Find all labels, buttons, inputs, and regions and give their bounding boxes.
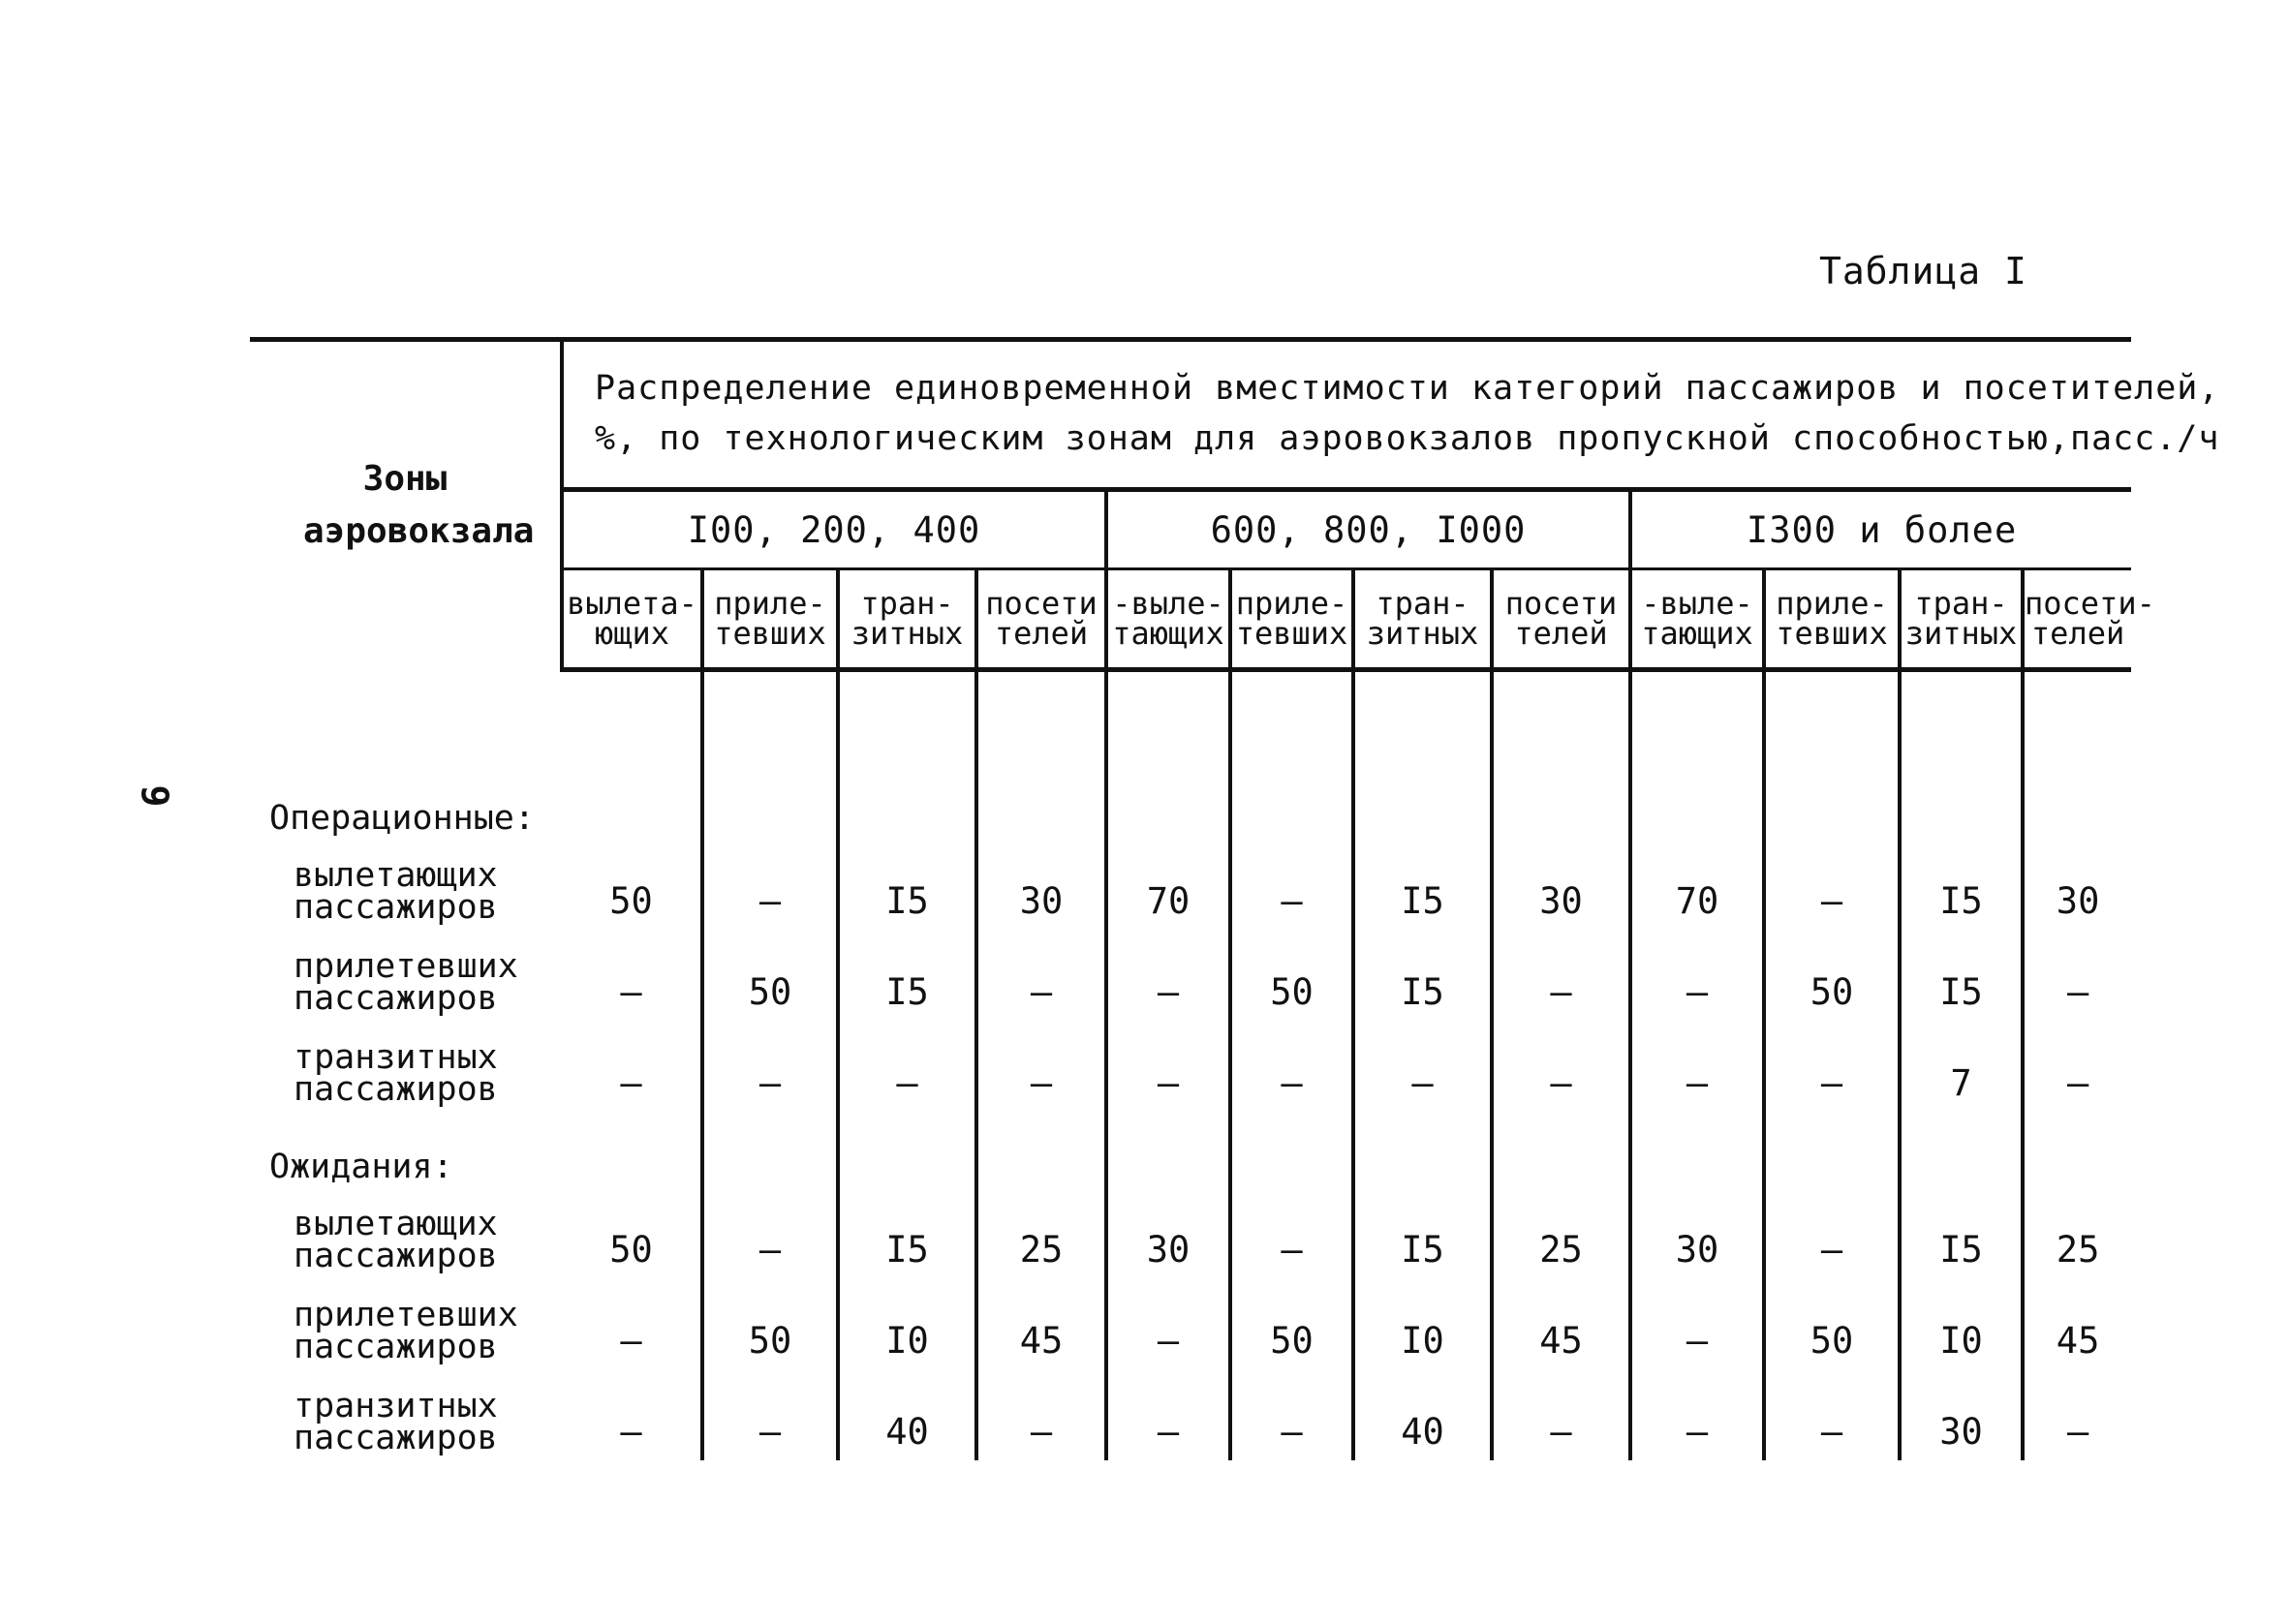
empty-cell: [838, 670, 976, 764]
value-cell: –: [1492, 1369, 1630, 1460]
empty-cell: [1353, 670, 1492, 764]
value-cell: I5: [1900, 1187, 2023, 1278]
distribution-title-line-2: %, по технологическим зонам для аэровокзалов пропускной способностью,пасс./ч: [595, 419, 2220, 458]
distribution-title-line-1: Распределение единовременной вместимости категорий пассажиров и посетителей,: [595, 369, 2220, 408]
empty-cell: [2023, 763, 2131, 839]
value-cell: –: [1764, 1369, 1900, 1460]
row-label: [250, 1369, 562, 1460]
value-cell: 50: [702, 1278, 838, 1369]
value-cell: –: [1353, 1021, 1492, 1112]
empty-cell: [1230, 763, 1353, 839]
value-cell: I5: [1900, 930, 2023, 1021]
subcolumn-header-line-2: тающих: [1641, 615, 1753, 652]
row-label-line-2: пассажиров: [294, 1237, 498, 1275]
subcolumn-header-line-1: -выле-: [1112, 585, 1224, 622]
empty-cell: [1900, 670, 2023, 764]
value-cell: 45: [1492, 1278, 1630, 1369]
subcolumn-header-line-1: тран-: [860, 585, 954, 622]
empty-cell: [1900, 1112, 2023, 1187]
group-header: 600, 800, I000: [1106, 490, 1630, 569]
subcolumn-header: [1764, 569, 1900, 670]
value-cell: –: [976, 1369, 1106, 1460]
row-label: [250, 1278, 562, 1369]
value-cell: I5: [838, 930, 976, 1021]
value-cell: –: [1630, 1021, 1764, 1112]
zones-header-cell: [250, 340, 562, 670]
value-cell: I0: [1900, 1278, 2023, 1369]
subcolumn-header: [838, 569, 976, 670]
subcolumn-header-line-1: приле-: [1776, 585, 1888, 622]
value-cell: 40: [1353, 1369, 1492, 1460]
value-cell: I0: [1353, 1278, 1492, 1369]
value-cell: –: [702, 1021, 838, 1112]
subcolumn-header-line-2: телей: [2030, 615, 2125, 652]
subcolumn-header-line-2: зитных: [1904, 615, 2018, 652]
value-cell: 25: [2056, 1229, 2100, 1271]
empty-cell: [1764, 763, 1900, 839]
value-cell: I5: [1900, 839, 2023, 930]
value-cell: –: [1230, 1021, 1353, 1112]
value-cell: –: [838, 1021, 976, 1112]
empty-cell: [838, 1112, 976, 1187]
value-cell: –: [1106, 1021, 1230, 1112]
subcolumn-header: [1230, 569, 1353, 670]
value-cell: –: [1764, 1021, 1900, 1112]
value-cell: –: [1492, 1021, 1630, 1112]
table-row: [250, 1021, 2131, 1112]
value-cell: 40: [838, 1369, 976, 1460]
page-number: 9: [133, 784, 176, 808]
empty-cell: [1106, 1112, 1230, 1187]
value-cell: 50: [1764, 930, 1900, 1021]
value-cell: 50: [562, 1187, 702, 1278]
empty-cell: [976, 1112, 1106, 1187]
empty-cell: [1230, 1112, 1353, 1187]
subcolumn-header-line-2: тающих: [1112, 615, 1224, 652]
value-cell: I5: [1353, 839, 1492, 930]
subcolumn-header: [1630, 569, 1764, 670]
value-cell: 7: [1900, 1021, 2023, 1112]
subcolumn-header-line-1: тран-: [1376, 585, 1469, 622]
row-label: [250, 839, 562, 930]
value-cell: –: [1230, 839, 1353, 930]
subcolumn-header-line-1: тран-: [1914, 585, 2008, 622]
row-label: [250, 930, 562, 1021]
subcolumn-header-line-1: посети: [1504, 585, 1618, 622]
section-row: [250, 763, 2131, 839]
subcolumn-header-line-2: тевших: [1776, 615, 1888, 652]
value-cell: –: [1492, 930, 1630, 1021]
subcolumn-header: [2023, 569, 2155, 670]
value-cell: –: [702, 839, 838, 930]
section-title: Операционные:: [269, 799, 535, 838]
zones-header-label: Зоны аэровокзала: [303, 459, 535, 552]
empty-cell: [702, 1112, 838, 1187]
value-cell: 30: [1630, 1187, 1764, 1278]
value-cell: 50: [562, 839, 702, 930]
value-cell: –: [1630, 930, 1764, 1021]
value-cell: I5: [1353, 930, 1492, 1021]
row-label: [250, 1187, 562, 1278]
value-cell: –: [562, 1369, 702, 1460]
value-cell: –: [562, 1021, 702, 1112]
empty-cell: [1630, 670, 1764, 764]
row-label-line-1: транзитных: [294, 1387, 498, 1425]
empty-cell: [1630, 763, 1764, 839]
value-cell: –: [1106, 1369, 1230, 1460]
table-row: [250, 1278, 2131, 1369]
empty-cell: [1106, 763, 1230, 839]
row-label-line-1: вылетающих: [294, 1205, 498, 1243]
value-cell: –: [1764, 839, 1900, 930]
value-cell: –: [1230, 1369, 1353, 1460]
row-label-line-1: прилетевших: [294, 1296, 518, 1334]
empty-cell: [702, 670, 838, 764]
row-label-line-1: вылетающих: [294, 856, 498, 895]
group-header: I300 и более: [1630, 490, 2131, 569]
row-label-line-2: пассажиров: [294, 979, 498, 1018]
value-cell: 30: [1900, 1369, 2023, 1460]
row-label-line-2: пассажиров: [294, 1328, 498, 1366]
empty-cell: [1353, 1112, 1492, 1187]
empty-cell: [1492, 1112, 1630, 1187]
subcolumn-header-line-2: телей: [1514, 615, 1608, 652]
row-label-line-1: транзитных: [294, 1038, 498, 1077]
empty-cell: [1764, 670, 1900, 764]
section-title: Ожидания:: [269, 1148, 453, 1186]
value-cell: –: [2066, 1062, 2089, 1104]
value-cell: 70: [1630, 839, 1764, 930]
table-row: [250, 930, 2131, 1021]
value-cell: –: [1630, 1278, 1764, 1369]
empty-cell: [1492, 670, 1630, 764]
value-cell: 30: [1106, 1187, 1230, 1278]
empty-cell: [976, 670, 1106, 764]
empty-cell: [2023, 670, 2131, 764]
value-cell: –: [1764, 1187, 1900, 1278]
empty-cell: [1353, 763, 1492, 839]
value-cell: –: [2066, 971, 2089, 1013]
value-cell: 45: [976, 1278, 1106, 1369]
group-header: I00, 200, 400: [562, 490, 1106, 569]
subcolumn-header-line-2: ющих: [594, 615, 670, 652]
value-cell: –: [702, 1369, 838, 1460]
empty-cell: [562, 670, 702, 764]
subcolumn-header: [976, 569, 1106, 670]
subcolumn-header: [1353, 569, 1492, 670]
value-cell: 30: [976, 839, 1106, 930]
value-cell: 25: [976, 1187, 1106, 1278]
row-label-line-2: пассажиров: [294, 888, 498, 927]
subcolumn-header-line-2: тевших: [1235, 615, 1348, 652]
value-cell: 45: [2056, 1320, 2100, 1362]
value-cell: –: [562, 1278, 702, 1369]
empty-cell: [1900, 763, 2023, 839]
subcolumn-header-line-1: приле-: [714, 585, 826, 622]
subcolumn-header: [1106, 569, 1230, 670]
subcolumn-header-line-1: посети: [985, 585, 1098, 622]
empty-cell: [976, 763, 1106, 839]
spacer-cell: [250, 670, 562, 764]
subcolumn-header: [562, 569, 702, 670]
value-cell: –: [2066, 1411, 2089, 1453]
subcolumn-header: [702, 569, 838, 670]
subcolumn-header: [1900, 569, 2023, 670]
distribution-title-cell: [562, 340, 2220, 490]
subcolumn-header-line-1: вылета-: [567, 585, 697, 622]
value-cell: –: [976, 930, 1106, 1021]
value-cell: 50: [1230, 1278, 1353, 1369]
value-cell: –: [1106, 1278, 1230, 1369]
subcolumn-header-line-2: телей: [994, 615, 1089, 652]
empty-cell: [2023, 1112, 2131, 1187]
empty-cell: [702, 763, 838, 839]
empty-cell: [838, 763, 976, 839]
empty-cell: [562, 763, 702, 839]
empty-cell: [1230, 670, 1353, 764]
subcolumn-header: [1492, 569, 1630, 670]
value-cell: 50: [1230, 930, 1353, 1021]
empty-cell: [1630, 1112, 1764, 1187]
value-cell: –: [1630, 1369, 1764, 1460]
subcolumn-header-line-1: посети-: [2025, 585, 2155, 622]
value-cell: –: [976, 1021, 1106, 1112]
value-cell: 70: [1106, 839, 1230, 930]
table-caption: Таблица I: [1819, 250, 2027, 292]
subcolumn-header-line-2: зитных: [1366, 615, 1479, 652]
table-row: [250, 839, 2131, 930]
value-cell: –: [562, 930, 702, 1021]
distribution-table: [250, 337, 2220, 1460]
subcolumn-header-line-2: тевших: [714, 615, 826, 652]
empty-cell: [1764, 1112, 1900, 1187]
value-cell: 50: [702, 930, 838, 1021]
value-cell: I5: [838, 1187, 976, 1278]
value-cell: –: [1106, 930, 1230, 1021]
empty-cell: [1492, 763, 1630, 839]
table-row: [250, 1369, 2131, 1460]
value-cell: 30: [2056, 880, 2100, 922]
value-cell: 25: [1492, 1187, 1630, 1278]
value-cell: I5: [1353, 1187, 1492, 1278]
value-cell: 50: [1764, 1278, 1900, 1369]
value-cell: I5: [838, 839, 976, 930]
row-label: [250, 1021, 562, 1112]
subcolumn-header-line-1: -выле-: [1641, 585, 1753, 622]
table-row: [250, 1187, 2131, 1278]
value-cell: I0: [838, 1278, 976, 1369]
subcolumn-header-line-2: зитных: [851, 615, 964, 652]
row-label-line-2: пассажиров: [294, 1070, 498, 1109]
empty-cell: [1106, 670, 1230, 764]
value-cell: –: [1230, 1187, 1353, 1278]
value-cell: 30: [1492, 839, 1630, 930]
subcolumn-header-line-1: приле-: [1235, 585, 1348, 622]
row-label-line-1: прилетевших: [294, 947, 518, 986]
section-row: [250, 1112, 2131, 1187]
row-label-line-2: пассажиров: [294, 1419, 498, 1457]
value-cell: –: [702, 1187, 838, 1278]
empty-cell: [562, 1112, 702, 1187]
